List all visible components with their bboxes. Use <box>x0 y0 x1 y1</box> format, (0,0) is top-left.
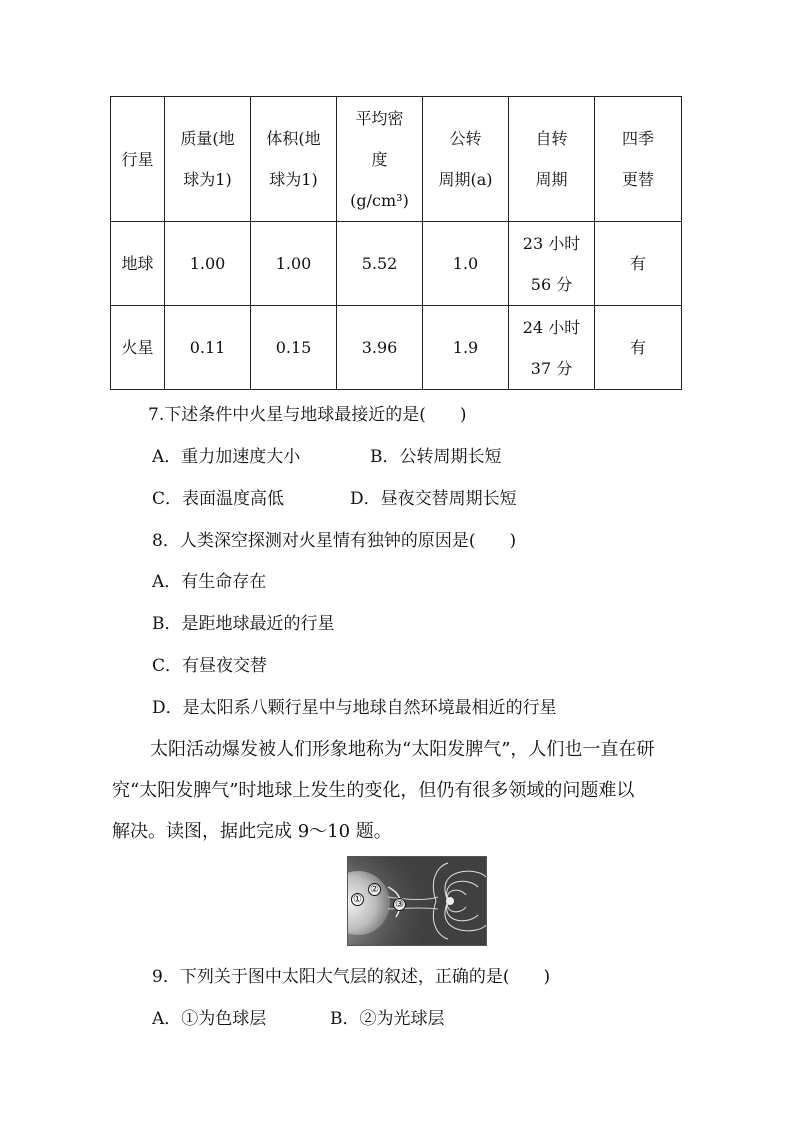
passage-line-2: 究“太阳发脾气”时地球上发生的变化，但仍有很多领域的问题难以 <box>112 780 635 801</box>
cell-density: 5.52 <box>337 222 423 306</box>
sun-magnetosphere-illustration <box>348 857 486 945</box>
question-8-option-a: A．有生命存在 <box>152 572 267 592</box>
cell-seasons: 有 <box>595 222 682 306</box>
passage-line-1: 太阳活动爆发被人们形象地称为“太阳发脾气”，人们也一直在研 <box>150 739 655 760</box>
question-9-stem: 9．下列关于图中太阳大气层的叙述，正确的是( ) <box>152 967 551 987</box>
table-row-earth <box>111 222 682 306</box>
sun-atmosphere-figure <box>347 856 487 946</box>
cell-planet: 地球 <box>111 222 165 306</box>
question-7-option-c: C．表面温度高低 <box>152 489 285 509</box>
header-rotation-period: 自转 周期 <box>509 97 595 222</box>
header-orbit-period: 公转 周期(a) <box>423 97 509 222</box>
question-7-option-d: D．昼夜交替周期长短 <box>350 489 517 509</box>
label-circle-2: ② <box>368 883 381 896</box>
question-9-option-b: B．②为光球层 <box>330 1009 445 1029</box>
label-circle-1: ① <box>351 893 364 906</box>
table-row-mars <box>111 306 682 390</box>
label-circle-3: ③ <box>393 898 406 911</box>
earth-dot <box>446 897 454 905</box>
header-seasons: 四季 更替 <box>595 97 682 222</box>
question-7-option-b: B．公转周期长短 <box>370 447 502 467</box>
cell-orbit-period: 1.0 <box>423 222 509 306</box>
question-8-option-d: D．是太阳系八颗行星中与地球自然环境最相近的行星 <box>152 698 557 718</box>
cell-planet: 火星 <box>111 306 165 390</box>
question-8-option-c: C．有昼夜交替 <box>152 656 268 676</box>
cell-mass: 0.11 <box>165 306 251 390</box>
header-volume: 体积(地 球为1) <box>251 97 337 222</box>
question-8-option-b: B．是距地球最近的行星 <box>152 614 335 634</box>
question-7-stem: 7.下述条件中火星与地球最接近的是( ) <box>148 405 467 425</box>
header-density: 平均密 度 (g/cm³) <box>337 97 423 222</box>
cell-density: 3.96 <box>337 306 423 390</box>
header-mass: 质量(地 球为1) <box>165 97 251 222</box>
question-8-stem: 8．人类深空探测对火星情有独钟的原因是( ) <box>152 531 517 551</box>
cell-orbit-period: 1.9 <box>423 306 509 390</box>
cell-seasons: 有 <box>595 306 682 390</box>
header-planet: 行星 <box>111 97 165 222</box>
cell-volume: 0.15 <box>251 306 337 390</box>
planet-comparison-table <box>110 96 682 390</box>
passage-line-3: 解决。读图，据此完成 9～10 题。 <box>112 821 392 842</box>
cell-rotation-period: 23 小时 56 分 <box>509 222 595 306</box>
cell-mass: 1.00 <box>165 222 251 306</box>
table-header-row <box>111 97 682 222</box>
cell-volume: 1.00 <box>251 222 337 306</box>
question-9-option-a: A．①为色球层 <box>152 1009 267 1029</box>
question-7-option-a: A．重力加速度大小 <box>152 447 301 467</box>
cell-rotation-period: 24 小时 37 分 <box>509 306 595 390</box>
